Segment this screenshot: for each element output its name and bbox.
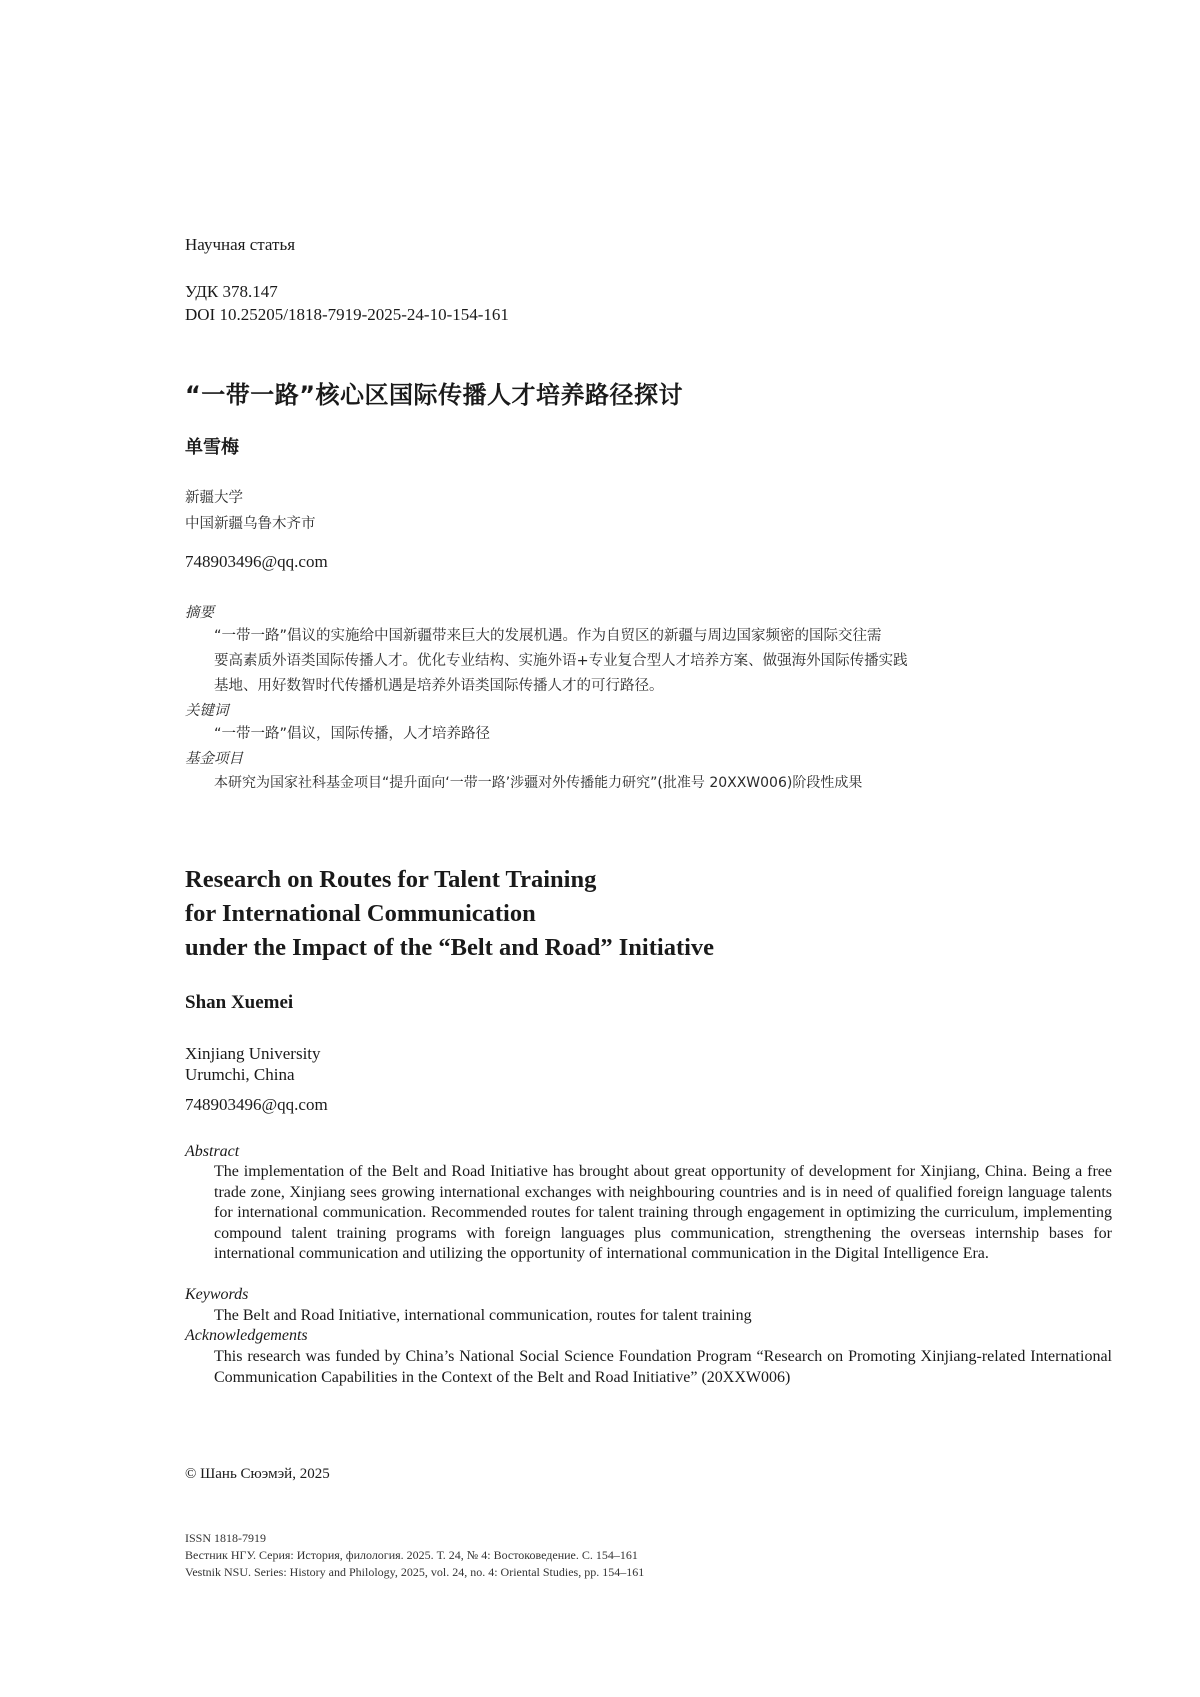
cn-affiliation-line: 新疆大学 bbox=[185, 490, 243, 506]
copyright: © Шань Сюэмэй, 2025 bbox=[185, 1466, 330, 1482]
en-title bbox=[185, 863, 714, 965]
en-affiliation bbox=[185, 1043, 321, 1085]
cn-funding-label: 基金项目 bbox=[185, 751, 243, 767]
cn-author: 单雪梅 bbox=[185, 437, 239, 458]
cn-title: “一带一路”核心区国际传播人才培养路径探讨 bbox=[185, 381, 684, 409]
cn-abstract-line: “一带一路”倡议的实施给中国新疆带来巨大的发展机遇。作为自贸区的新疆与周边国家频密的国际交往需 bbox=[214, 628, 882, 644]
en-title-line: for International Communication bbox=[185, 900, 536, 927]
cn-affiliation-line: 中国新疆乌鲁木齐市 bbox=[185, 516, 316, 532]
cn-abstract bbox=[185, 624, 908, 699]
en-title-line: under the Impact of the “Belt and Road” Initiative bbox=[185, 934, 715, 961]
cn-keywords: “一带一路”倡议，国际传播，人才培养路径 bbox=[214, 726, 491, 742]
article-type: Научная статья bbox=[185, 235, 296, 254]
en-title-line: Research on Routes for Talent Training bbox=[185, 866, 597, 893]
footer-citation-ru: Вестник НГУ. Серия: История, филология. 2025. Т. 24, № 4: Востоковедение. С. 154–161 bbox=[185, 1548, 638, 1562]
cn-abstract-line: 基地、用好数智时代传播机遇是培养外语类国际传播人才的可行路径。 bbox=[214, 678, 664, 694]
footer-citation-en: Vestnik NSU. Series: History and Philology, 2025, vol. 24, no. 4: Oriental Studies, pp. 154–161 bbox=[185, 1565, 645, 1579]
journal-footer bbox=[185, 1530, 644, 1581]
en-abstract: The implementation of the Belt and Road Initiative has brought about great opportunity of development for Xinjiang, China. Being a free trade zone, Xinjiang sees growing international exchanges with neighbouring countries and is in need of qualified foreign language talents for international communication. Recommended routes for talent training through engagement in optimizing the curriculum, implementing compound talent training programs with foreign languages plus communication, strengthening the overseas internship bases for international communication and utilizing the opportunity of international communication in the Digital Intelligence Era. bbox=[214, 1163, 1112, 1262]
doi: DOI 10.25205/1818-7919-2025-24-10-154-161 bbox=[185, 305, 509, 324]
en-affiliation-line: Xinjiang University bbox=[185, 1044, 321, 1063]
cn-email: 748903496@qq.com bbox=[185, 552, 328, 571]
en-keywords: The Belt and Road Initiative, international communication, routes for talent training bbox=[214, 1307, 752, 1324]
en-acknowledgements: This research was funded by China’s National Social Science Foundation Program “Research on Promoting Xinjiang-related International Communication Capabilities in the Context of the Belt and Road Initiative” (20XXW006) bbox=[214, 1348, 1112, 1386]
cn-abstract-label: 摘要 bbox=[185, 605, 214, 621]
cn-funding: 本研究为国家社科基金项目“提升面向‘一带一路’涉疆对外传播能力研究”(批准号 20XXW006)阶段性成果 bbox=[214, 775, 863, 791]
en-keywords-label: Keywords bbox=[185, 1286, 249, 1303]
cn-abstract-line: 要高素质外语类国际传播人才。优化专业结构、实施外语+专业复合型人才培养方案、做强海外国际传播实践 bbox=[214, 653, 908, 669]
cn-affiliation bbox=[185, 485, 316, 537]
en-ack-label: Acknowledgements bbox=[185, 1327, 308, 1344]
en-email: 748903496@qq.com bbox=[185, 1095, 328, 1114]
udk-code: УДК 378.147 bbox=[185, 282, 278, 301]
cn-keywords-label: 关键词 bbox=[185, 703, 229, 719]
en-affiliation-line: Urumchi, China bbox=[185, 1065, 295, 1084]
en-abstract-label: Abstract bbox=[185, 1143, 240, 1160]
issn: ISSN 1818-7919 bbox=[185, 1531, 267, 1545]
en-author: Shan Xuemei bbox=[185, 992, 294, 1013]
